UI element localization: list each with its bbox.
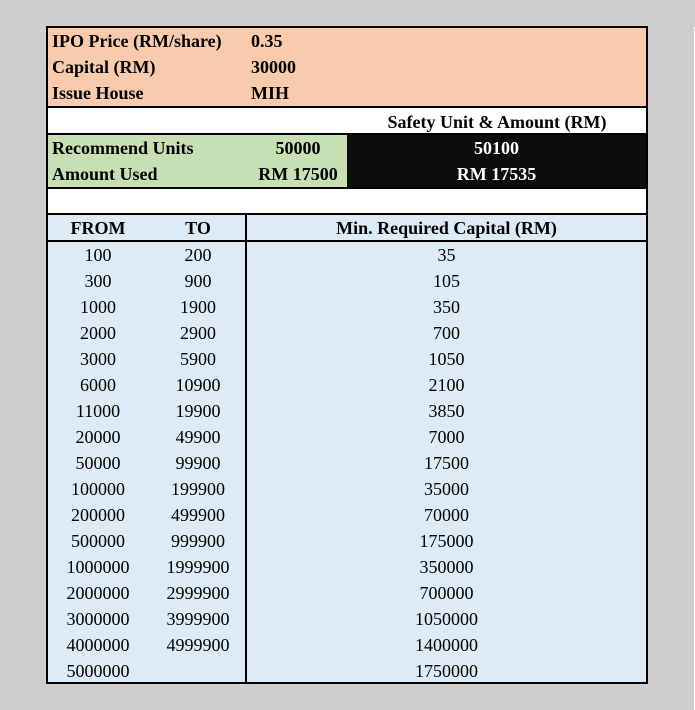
cell-min-capital[interactable]: 3850 bbox=[428, 401, 465, 421]
cell-from[interactable]: 20000 bbox=[75, 427, 121, 447]
cell-to[interactable]: 5900 bbox=[180, 349, 216, 369]
safety-panel bbox=[347, 135, 646, 187]
cell-min-capital[interactable]: 17500 bbox=[424, 453, 469, 473]
table-row[interactable] bbox=[48, 268, 646, 294]
cell-to[interactable]: 999900 bbox=[171, 531, 225, 551]
cell-to[interactable]: 19900 bbox=[175, 401, 221, 421]
safety-units-value[interactable]: 50100 bbox=[474, 138, 519, 158]
table-row[interactable] bbox=[48, 424, 646, 450]
ipo-price-label: IPO Price (RM/share) bbox=[52, 31, 222, 51]
table-row[interactable] bbox=[48, 320, 646, 346]
cell-to[interactable]: 900 bbox=[184, 271, 212, 291]
safety-amount-row[interactable] bbox=[347, 161, 646, 187]
cell-to[interactable]: 1900 bbox=[180, 297, 216, 317]
issue-house-value[interactable]: MIH bbox=[251, 83, 289, 103]
issue-house-row[interactable] bbox=[48, 80, 646, 106]
issue-house-label: Issue House bbox=[52, 83, 144, 103]
cell-min-capital[interactable]: 700000 bbox=[419, 583, 474, 603]
cell-to[interactable]: 2999900 bbox=[166, 583, 230, 603]
safety-title: Safety Unit & Amount (RM) bbox=[387, 112, 607, 132]
recommend-units-value[interactable]: 50000 bbox=[275, 138, 321, 158]
cell-min-capital[interactable]: 70000 bbox=[424, 505, 469, 525]
table-row[interactable] bbox=[48, 476, 646, 502]
column-divider bbox=[245, 215, 247, 682]
cell-min-capital[interactable]: 1050 bbox=[428, 349, 465, 369]
cell-from[interactable]: 2000000 bbox=[66, 583, 130, 603]
cell-min-capital[interactable]: 1050000 bbox=[415, 609, 478, 629]
cell-from[interactable]: 11000 bbox=[75, 401, 121, 421]
table-row[interactable] bbox=[48, 554, 646, 580]
cell-from[interactable]: 100000 bbox=[71, 479, 125, 499]
cell-from[interactable]: 500000 bbox=[71, 531, 125, 551]
cell-to[interactable]: 99900 bbox=[175, 453, 221, 473]
cell-min-capital[interactable]: 1400000 bbox=[415, 635, 478, 655]
cell-min-capital[interactable]: 175000 bbox=[419, 531, 474, 551]
cell-min-capital[interactable]: 1750000 bbox=[415, 661, 478, 681]
cell-to[interactable]: 499900 bbox=[171, 505, 225, 525]
recommend-units-label: Recommend Units bbox=[52, 138, 194, 158]
table-row[interactable] bbox=[48, 398, 646, 424]
cell-to[interactable]: 10900 bbox=[175, 375, 221, 395]
cell-to[interactable]: 3999900 bbox=[166, 609, 230, 629]
table-row[interactable] bbox=[48, 632, 646, 658]
recommendation-block bbox=[48, 135, 646, 189]
safety-amount-value[interactable]: RM 17535 bbox=[456, 164, 537, 184]
cell-to[interactable]: 2900 bbox=[180, 323, 216, 343]
cell-min-capital[interactable]: 700 bbox=[433, 323, 460, 343]
header-min-capital: Min. Required Capital (RM) bbox=[336, 218, 557, 238]
cell-to[interactable]: 200 bbox=[184, 245, 212, 265]
cell-min-capital[interactable]: 2100 bbox=[428, 375, 465, 395]
amount-used-row[interactable] bbox=[48, 161, 347, 187]
cell-min-capital[interactable]: 7000 bbox=[428, 427, 465, 447]
cell-from[interactable]: 1000 bbox=[80, 297, 116, 317]
recommend-units-row[interactable] bbox=[48, 135, 347, 161]
capital-label: Capital (RM) bbox=[52, 57, 156, 77]
recommend-panel bbox=[48, 135, 347, 187]
cell-from[interactable]: 300 bbox=[84, 271, 112, 291]
table-row[interactable] bbox=[48, 372, 646, 398]
cell-min-capital[interactable]: 35000 bbox=[424, 479, 469, 499]
cell-from[interactable]: 6000 bbox=[80, 375, 116, 395]
cell-from[interactable]: 3000000 bbox=[66, 609, 130, 629]
cell-from[interactable]: 1000000 bbox=[66, 557, 130, 577]
cell-from[interactable]: 200000 bbox=[71, 505, 125, 525]
cell-from[interactable]: 2000 bbox=[80, 323, 116, 343]
cell-from[interactable]: 50000 bbox=[75, 453, 121, 473]
ipo-calculator-sheet bbox=[46, 26, 648, 684]
header-from: FROM bbox=[70, 218, 126, 238]
capital-table bbox=[48, 215, 646, 682]
blank-row[interactable] bbox=[48, 189, 646, 215]
capital-row[interactable] bbox=[48, 54, 646, 80]
table-row[interactable] bbox=[48, 450, 646, 476]
cell-to[interactable]: 49900 bbox=[175, 427, 221, 447]
table-row[interactable] bbox=[48, 502, 646, 528]
cell-from[interactable]: 100 bbox=[84, 245, 112, 265]
table-row[interactable] bbox=[48, 242, 646, 268]
amount-used-label: Amount Used bbox=[52, 164, 158, 184]
table-row[interactable] bbox=[48, 294, 646, 320]
table-body bbox=[48, 242, 646, 684]
cell-min-capital[interactable]: 350 bbox=[433, 297, 460, 317]
cell-from[interactable]: 4000000 bbox=[66, 635, 130, 655]
table-row[interactable] bbox=[48, 658, 646, 684]
ipo-info-block bbox=[48, 28, 646, 108]
cell-min-capital[interactable]: 105 bbox=[433, 271, 460, 291]
table-row[interactable] bbox=[48, 580, 646, 606]
safety-units-row[interactable] bbox=[347, 135, 646, 161]
cell-to[interactable]: 4999900 bbox=[166, 635, 230, 655]
capital-value[interactable]: 30000 bbox=[251, 57, 296, 77]
cell-min-capital[interactable]: 35 bbox=[437, 245, 456, 265]
table-row[interactable] bbox=[48, 346, 646, 372]
cell-min-capital[interactable]: 350000 bbox=[419, 557, 474, 577]
header-to: TO bbox=[185, 218, 211, 238]
safety-header-row bbox=[48, 108, 646, 135]
cell-to[interactable]: 1999900 bbox=[166, 557, 230, 577]
ipo-price-row[interactable] bbox=[48, 28, 646, 54]
amount-used-value[interactable]: RM 17500 bbox=[258, 164, 338, 184]
table-header bbox=[48, 215, 646, 242]
table-row[interactable] bbox=[48, 528, 646, 554]
ipo-price-value[interactable]: 0.35 bbox=[251, 31, 283, 51]
cell-from[interactable]: 3000 bbox=[80, 349, 116, 369]
cell-to[interactable]: 199900 bbox=[171, 479, 225, 499]
cell-from[interactable]: 5000000 bbox=[66, 661, 130, 681]
table-row[interactable] bbox=[48, 606, 646, 632]
